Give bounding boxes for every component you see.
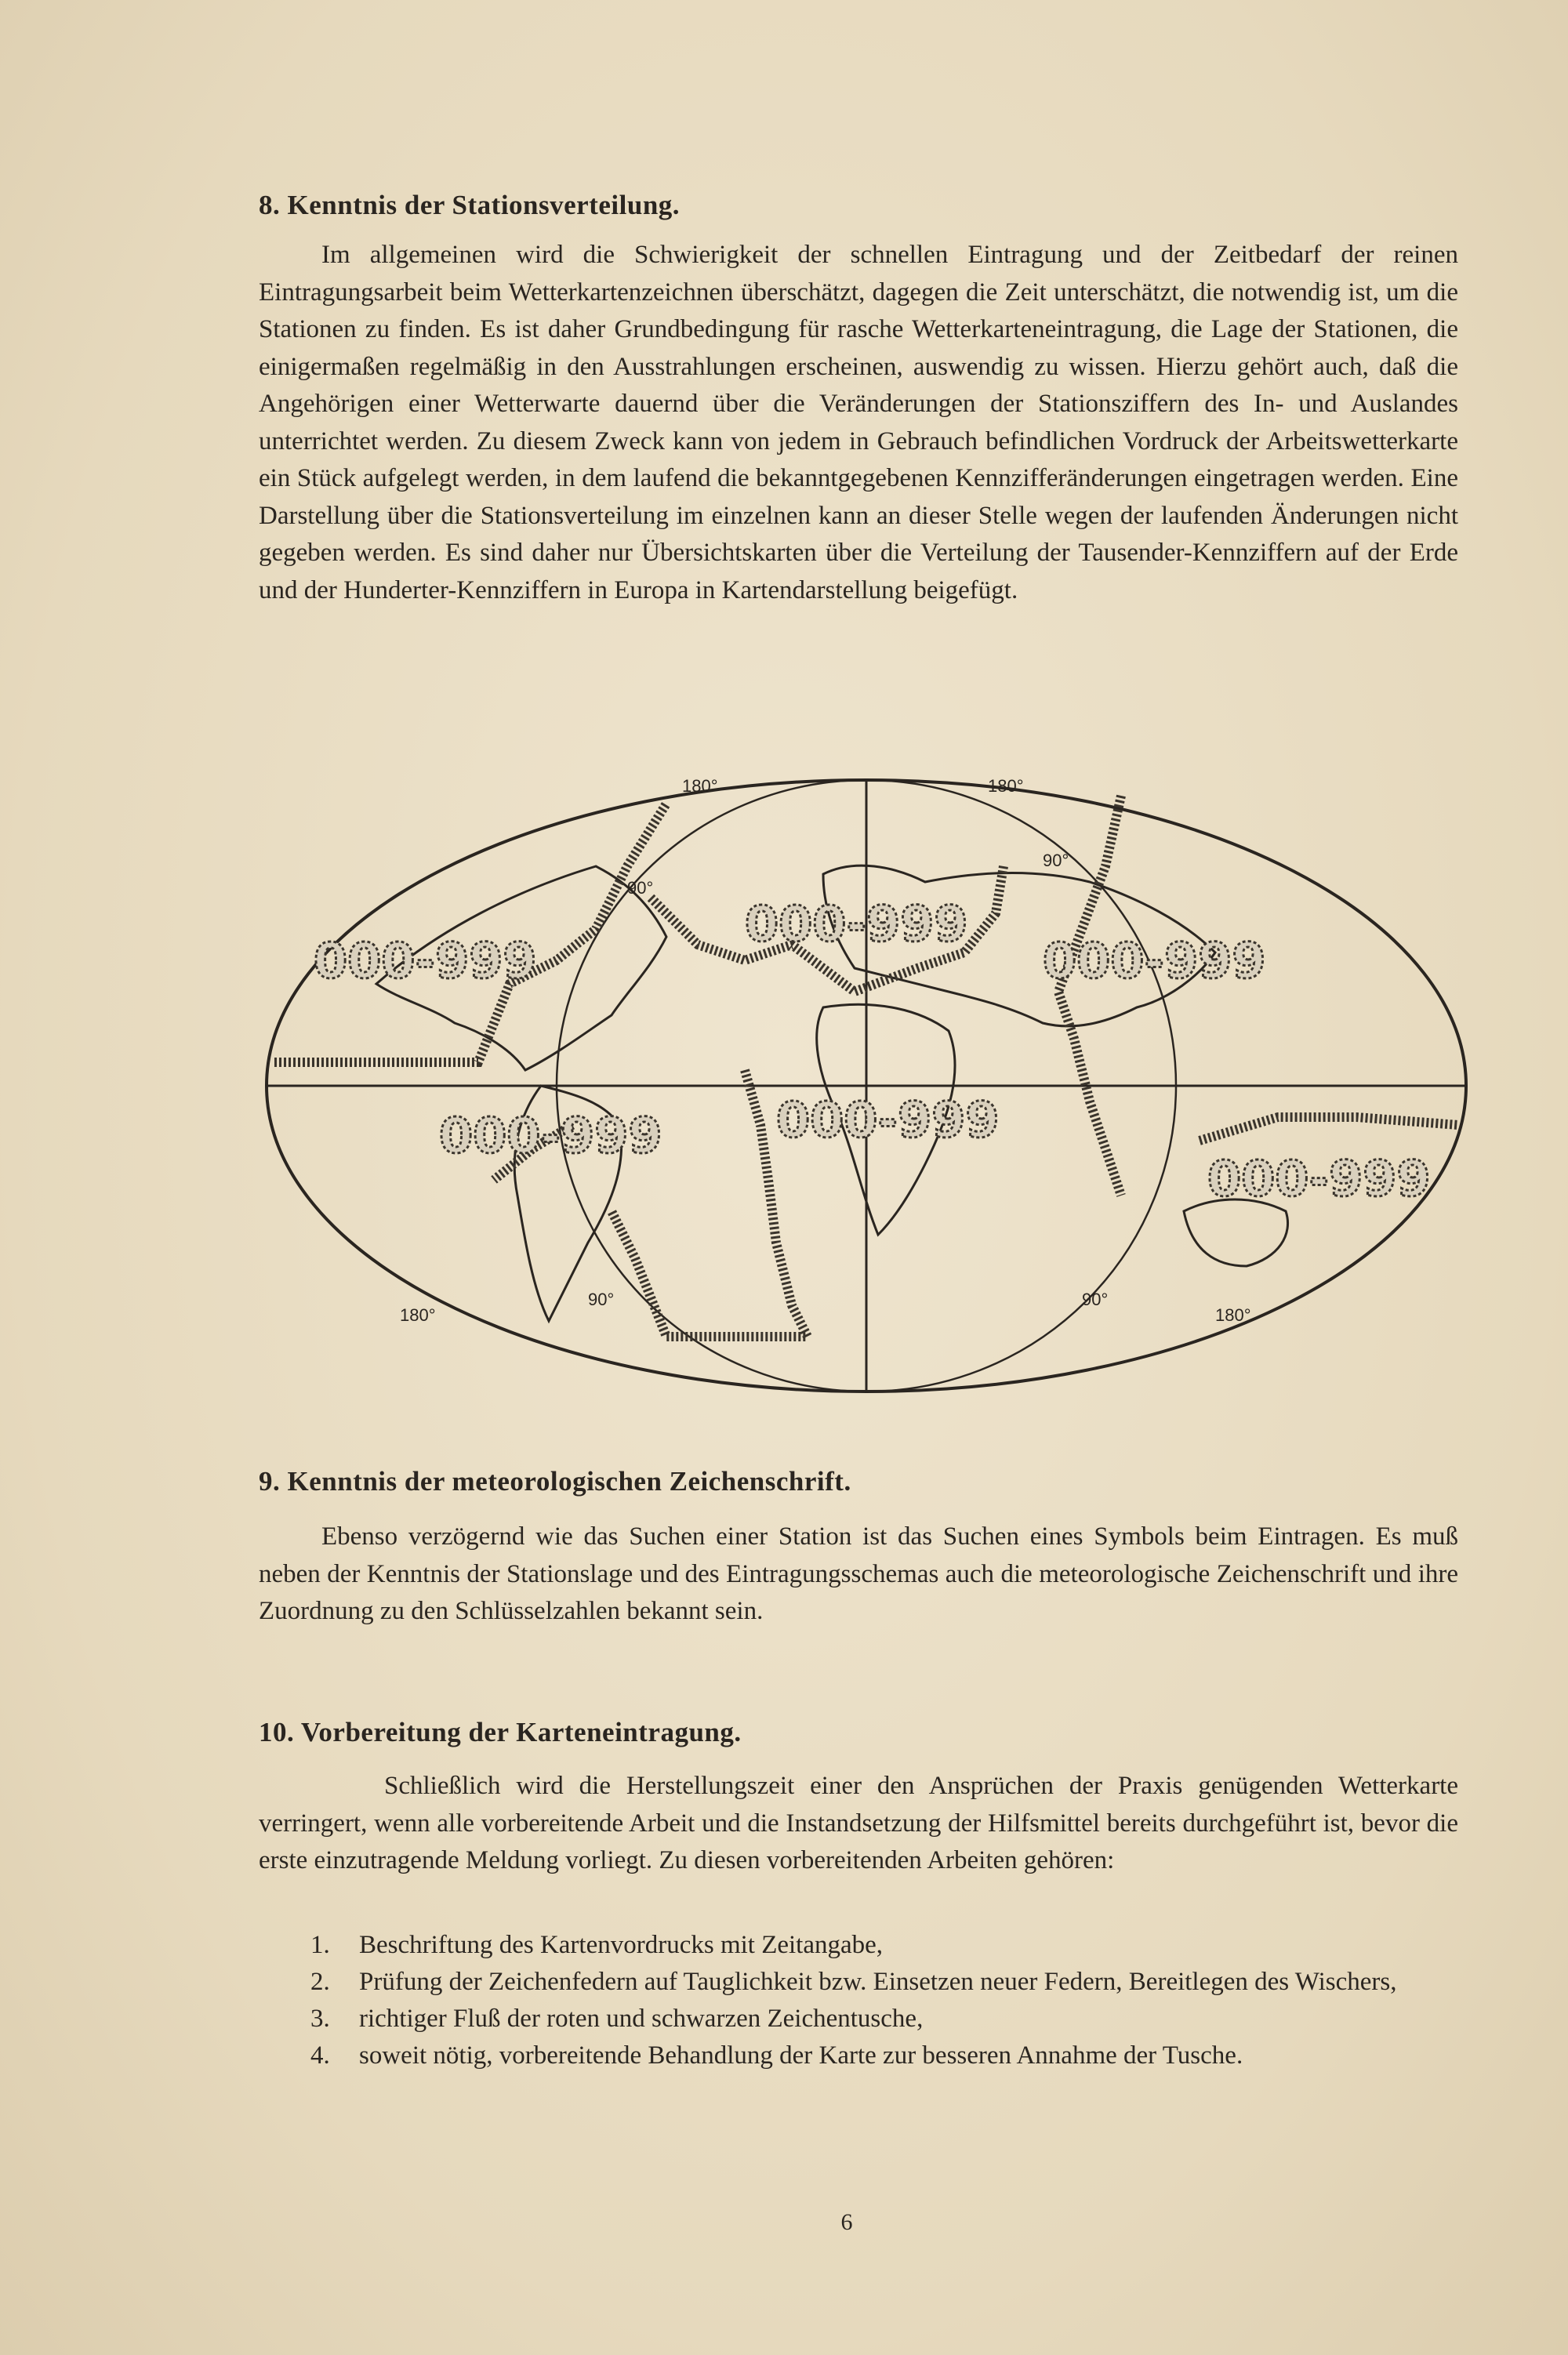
section-10-heading: 10. Vorbereitung der Karteneintragung. (259, 1717, 742, 1747)
degree-label-90-sw: 90° (588, 1290, 615, 1309)
degree-label-bottom-left: 180° (400, 1305, 436, 1325)
list-item-text: Beschriftung des Kartenvordrucks mit Zeitangabe, (359, 1931, 884, 1959)
page-number: 6 (840, 2209, 853, 2235)
list-item (259, 1964, 1458, 2001)
list-item-text: Prüfung der Zeichenfedern auf Tauglichkeit bzw. Einsetzen neuer Federn, Bereitlegen des Wischers, (359, 1968, 1397, 1996)
zone-label-africa: 000-999 (776, 1091, 1000, 1148)
section-8-text: Im allgemeinen wird die Schwierigkeit der schnellen Eintragung und der Zeitbedarf der reinen Eintragungsarbeit beim Wetterkartenzeichnen überschätzt, dagegen die Zeit unterschätzt, die notwendig ist, um die Stationen zu finden. Es ist daher Grundbedingung für rasche Wetterkarteneintragung, die Lage der Stationen, die einigermaßen regelmäßig in den Ausstrahlungen erscheinen, auswendig zu wissen. Hierzu gehört auch, daß die Angehörigen einer Wetterwarte dauernd über die Veränderungen der Stationsziffern des In- und Auslandes unterrichtet werden. Zu diesem Zweck kann von jedem in Gebrauch befindlichen Vordruck der Arbeitswetterkarte ein Stück aufgelegt werden, in dem laufend die bekanntgegebenen Kennzifferänderungen eingetragen werden. Eine Darstellung über die Stationsverteilung im einzelnen kann an dieser Stelle wegen der laufenden Änderungen nicht gegeben werden. Es sind daher nur Übersichtskarten über die Verteilung der Tausender-Kennziffern auf der Erde und der Hunderter-Kennziffern in Europa in Kartendarstellung beigefügt. (259, 241, 1458, 604)
zone-label-australia: 000-999 (1207, 1150, 1431, 1207)
degree-label-90-ne: 90° (1043, 851, 1069, 870)
section-8-heading: 8. Kenntnis der Stationsverteilung. (259, 190, 681, 220)
list-item-number: 1. (310, 1931, 330, 1959)
section-10-body (259, 1768, 1458, 1880)
list-item-text: soweit nötig, vorbereitende Behandlung der Karte zur besseren Annahme der Tusche. (359, 2041, 1243, 2070)
list-item-text: richtiger Fluß der roten und schwarzen Zeichentusche, (359, 2005, 924, 2033)
degree-label-top-right: 180° (988, 776, 1024, 796)
list-item (259, 2001, 1458, 2037)
section-9-text: Ebenso verzögernd wie das Suchen einer Station ist das Suchen eines Symbols beim Eintragen. Es muß neben der Kenntnis der Stationslage und des Eintragungsschemas auch die meteorologische Zeichenschrift und ihre Zuordnung zu den Schlüsselzahlen bekannt sein. (259, 1522, 1458, 1625)
section-10-text: Schließlich wird die Herstellungszeit einer den Ansprüchen der Praxis genügenden Wetterkarte verringert, wenn alle vorbereitende Arbeit und die Instandsetzung der Hilfsmittel bereits durchgeführt ist, bevor die erste einzutragende Meldung vorliegt. Zu diesen vorbereitenden Arbeiten gehören: (259, 1772, 1458, 1874)
section-9-body (259, 1519, 1458, 1631)
degree-label-top-left: 180° (682, 776, 718, 796)
zone-label-south-america: 000-999 (439, 1107, 662, 1164)
list-item-number: 4. (310, 2041, 330, 2070)
degree-label-90-nw: 90° (627, 878, 654, 898)
world-station-map (259, 772, 1474, 1399)
zone-label-asia: 000-999 (1043, 932, 1266, 989)
degree-label-90-se: 90° (1082, 1290, 1109, 1309)
degree-label-bottom-right: 180° (1215, 1305, 1251, 1325)
zone-label-north-america: 000-999 (314, 932, 537, 989)
list-item-number: 3. (310, 2005, 330, 2033)
list-item (259, 1927, 1458, 1964)
list-item-number: 2. (310, 1968, 330, 1996)
section-8-body (259, 237, 1458, 609)
zone-label-europe: 000-999 (745, 895, 968, 953)
list-item (259, 2037, 1458, 2074)
section-9-heading: 9. Kenntnis der meteorologischen Zeichenschrift. (259, 1466, 851, 1497)
preparation-list (259, 1927, 1458, 2074)
